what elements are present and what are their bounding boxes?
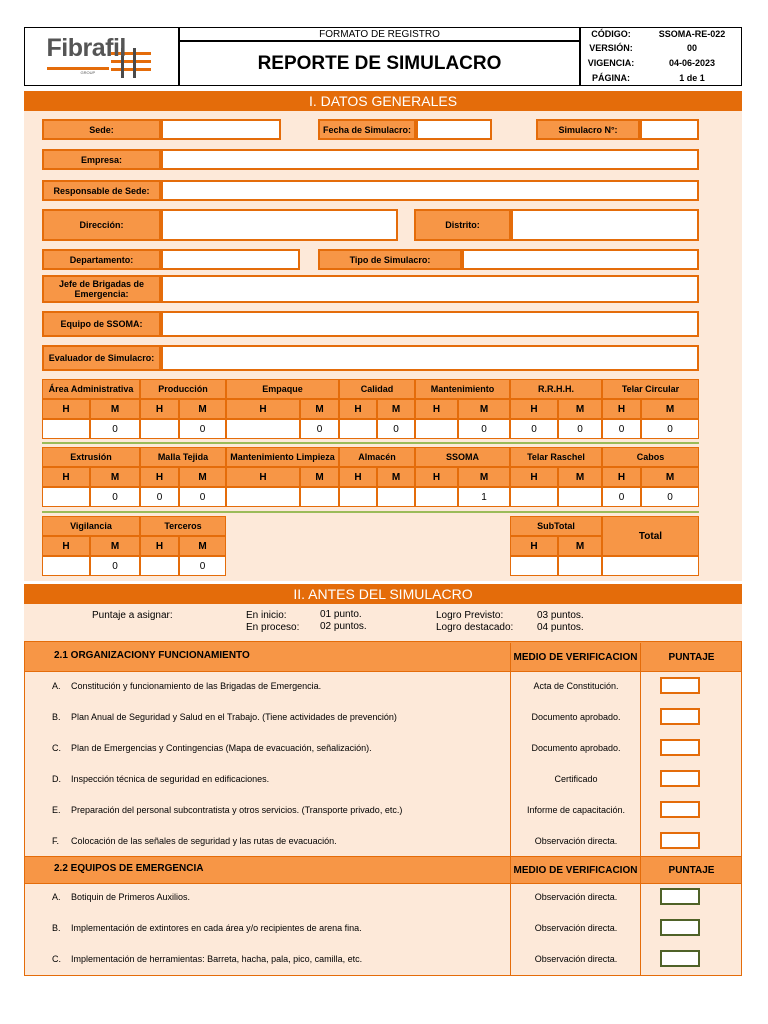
sec2-col-rule-2 — [640, 672, 641, 856]
area-h-value[interactable]: 0 — [140, 487, 179, 507]
area-h-header: H — [602, 467, 641, 487]
area-h-value[interactable] — [42, 419, 90, 439]
area-h-header: H — [42, 399, 90, 419]
area-name: Mantenimiento Limpieza — [226, 447, 339, 467]
area-m-value[interactable]: 0 — [377, 419, 415, 439]
item-letter: B. — [52, 923, 61, 933]
puntaje-input[interactable] — [660, 919, 700, 936]
sec2-bottom-rule — [24, 975, 742, 976]
item-letter: D. — [52, 774, 61, 784]
area-h-header: H — [226, 467, 300, 487]
item-medio: Observación directa. — [534, 954, 618, 964]
sec2-left-rule — [24, 641, 25, 976]
area-name: Cabos — [602, 447, 699, 467]
area-name: Calidad — [339, 379, 415, 399]
area-h-value[interactable] — [339, 487, 377, 507]
item-medio: Observación directa. — [534, 923, 618, 933]
area-name: Empaque — [226, 379, 339, 399]
checklist-item — [24, 671, 742, 702]
area-m-header: M — [90, 467, 140, 487]
area-m-header: M — [558, 467, 602, 487]
area-m-value[interactable] — [300, 487, 339, 507]
area-m-value[interactable]: 0 — [641, 419, 699, 439]
section1-title: I. DATOS GENERALES — [24, 91, 742, 111]
area-m-value[interactable]: 0 — [90, 487, 140, 507]
area-h-header: H — [602, 399, 641, 419]
area-m-header: M — [90, 399, 140, 419]
numero-input[interactable] — [640, 119, 699, 140]
area-h-value[interactable] — [140, 419, 179, 439]
score-value-previsto: 03 puntos. — [537, 610, 584, 621]
section2-title: II. ANTES DEL SIMULACRO — [24, 584, 742, 604]
departamento-label: Departamento: — [42, 249, 161, 270]
row-separator — [42, 442, 699, 444]
fecha-input[interactable] — [416, 119, 492, 140]
area-m-header: M — [458, 399, 510, 419]
area-m-header: M — [377, 399, 415, 419]
sub2-puntaje-header: PUNTAJE — [640, 857, 742, 883]
area-h-header: H — [339, 399, 377, 419]
area-h-header: H — [339, 467, 377, 487]
item-letter: A. — [52, 681, 61, 691]
sede-input[interactable] — [161, 119, 281, 140]
meta-label: CÓDIGO: — [591, 29, 631, 39]
checklist-item — [24, 764, 742, 795]
item-medio: Informe de capacitación. — [526, 805, 626, 815]
area-name: Mantenimiento — [415, 379, 510, 399]
area-h-header: H — [510, 399, 558, 419]
item-text: Plan Anual de Seguridad y Salud en el Trabajo. (Tiene actividades de prevención) — [71, 712, 397, 722]
item-text: Inspección técnica de seguridad en edificaciones. — [71, 774, 270, 784]
sede-label: Sede: — [42, 119, 161, 140]
area-m-header: M — [300, 467, 339, 487]
numero-label: Simulacro N°: — [536, 119, 640, 140]
subtotal-h-header: H — [510, 536, 558, 556]
meta-label: PÁGINA: — [592, 73, 630, 83]
area-h-value[interactable] — [42, 556, 90, 576]
area-m-header: M — [458, 467, 510, 487]
logo-sub: GROUP — [80, 69, 96, 75]
tipo-input[interactable] — [462, 249, 699, 270]
sec2-col-rule-1 — [510, 672, 511, 856]
score-label-inicio: En inicio: — [246, 610, 287, 621]
puntaje-input[interactable] — [660, 832, 700, 849]
item-text: Colocación de las señales de seguridad y las rutas de evacuación. — [71, 836, 337, 846]
item-letter: F. — [52, 836, 60, 846]
area-h-value[interactable] — [339, 419, 377, 439]
area-h-value[interactable] — [415, 487, 458, 507]
meta-label: VERSIÓN: — [589, 43, 633, 53]
subtotal-m-value[interactable] — [558, 556, 602, 576]
area-m-value[interactable] — [377, 487, 415, 507]
area-h-header: H — [140, 399, 179, 419]
sec2-col-rule-4 — [640, 884, 641, 976]
format-label: FORMATO DE REGISTRO — [179, 27, 580, 41]
item-text: Botiquin de Primeros Auxilios. — [71, 892, 191, 902]
area-name: Almacén — [339, 447, 415, 467]
area-m-header: M — [377, 467, 415, 487]
item-medio: Observación directa. — [534, 892, 618, 902]
checklist-item — [24, 795, 742, 826]
area-h-value[interactable] — [140, 556, 179, 576]
evaluador-label: Evaluador de Simulacro: — [42, 345, 161, 371]
meta-value: 04-06-2023 — [668, 57, 716, 68]
score-value-proceso: 02 puntos. — [320, 621, 367, 632]
area-h-value[interactable] — [226, 419, 300, 439]
item-letter: C. — [52, 743, 61, 753]
area-h-value[interactable]: 0 — [510, 419, 558, 439]
checklist-item — [24, 944, 742, 975]
area-m-value[interactable]: 1 — [458, 487, 510, 507]
area-h-value[interactable] — [510, 487, 558, 507]
distrito-input[interactable] — [511, 209, 699, 241]
checklist-item — [24, 882, 742, 913]
departamento-input[interactable] — [161, 249, 300, 270]
area-m-header: M — [558, 399, 602, 419]
area-m-header: M — [300, 399, 339, 419]
puntaje-input[interactable] — [660, 739, 700, 756]
area-name: R.R.H.H. — [510, 379, 602, 399]
logo-cell — [24, 27, 179, 86]
area-h-header: H — [42, 536, 90, 556]
area-h-value[interactable] — [226, 487, 300, 507]
area-h-header: H — [140, 467, 179, 487]
area-m-header: M — [641, 399, 699, 419]
area-name: Telar Raschel — [510, 447, 602, 467]
score-label-previsto: Logro Previsto: — [436, 610, 504, 621]
score-label-destacado: Logro destacado: — [436, 622, 514, 633]
puntaje-input[interactable] — [660, 950, 700, 967]
row-separator — [42, 511, 699, 513]
sub1-medio-header: MEDIO DE VERIFICACION — [510, 643, 640, 671]
item-text: Constitución y funcionamiento de las Brigadas de Emergencia. — [71, 681, 322, 691]
area-m-value[interactable]: 0 — [300, 419, 339, 439]
area-m-value[interactable]: 0 — [179, 556, 226, 576]
area-m-value[interactable] — [558, 487, 602, 507]
puntaje-input[interactable] — [660, 770, 700, 787]
direccion-input[interactable] — [161, 209, 398, 241]
tipo-label: Tipo de Simulacro: — [318, 249, 462, 270]
area-m-value[interactable]: 0 — [179, 419, 226, 439]
logo-underline — [47, 67, 109, 70]
area-m-value[interactable]: 0 — [641, 487, 699, 507]
area-h-value[interactable]: 0 — [602, 487, 641, 507]
item-medio: Documento aprobado. — [531, 743, 621, 753]
empresa-input[interactable] — [161, 149, 699, 170]
area-h-value[interactable] — [415, 419, 458, 439]
item-letter: B. — [52, 712, 61, 722]
sub2-medio-header: MEDIO DE VERIFICACION — [510, 857, 640, 883]
sub2-title: 2.2 EQUIPOS DE EMERGENCIA — [54, 863, 204, 874]
area-m-value[interactable]: 0 — [458, 419, 510, 439]
puntaje-input[interactable] — [660, 677, 700, 694]
page-title: REPORTE DE SIMULACRO — [179, 41, 580, 86]
area-h-header: H — [415, 467, 458, 487]
checklist-item — [24, 702, 742, 733]
area-m-header: M — [641, 467, 699, 487]
checklist-item — [24, 826, 742, 857]
equipo-input[interactable] — [161, 311, 699, 337]
item-letter: E. — [52, 805, 61, 815]
item-text: Preparación del personal subcontratista y otros servicios. (Transporte privado, etc.) — [71, 805, 403, 815]
area-name: Área Administrativa — [42, 379, 140, 399]
responsable-input[interactable] — [161, 180, 699, 201]
jefe-input[interactable] — [161, 275, 699, 303]
total-label: Total — [602, 516, 699, 556]
jefe-label: Jefe de Brigadas de Emergencia: — [42, 275, 161, 303]
responsable-label: Responsable de Sede: — [42, 180, 161, 201]
meta-label: VIGENCIA: — [587, 57, 635, 68]
area-h-value[interactable] — [42, 487, 90, 507]
area-h-header: H — [415, 399, 458, 419]
item-medio: Acta de Constitución. — [533, 681, 619, 691]
area-name: SSOMA — [415, 447, 510, 467]
meta-value: 00 — [686, 43, 697, 53]
checklist-item — [24, 913, 742, 944]
fecha-label: Fecha de Simulacro: — [318, 119, 416, 140]
subtotal-h-value[interactable] — [510, 556, 558, 576]
area-name: Malla Tejida — [140, 447, 226, 467]
area-name: Producción — [140, 379, 226, 399]
area-h-header: H — [140, 536, 179, 556]
area-name: Extrusión — [42, 447, 140, 467]
area-m-header: M — [179, 467, 226, 487]
area-m-header: M — [90, 536, 140, 556]
score-value-destacado: 04 puntos. — [537, 622, 584, 633]
area-m-value[interactable]: 0 — [558, 419, 602, 439]
item-letter: C. — [52, 954, 61, 964]
subtotal-label: SubTotal — [510, 516, 602, 536]
item-text: Implementación de herramientas: Barreta, hacha, pala, pico, camilla, etc. — [71, 954, 363, 964]
area-m-value[interactable]: 0 — [90, 419, 140, 439]
area-name: Telar Circular — [602, 379, 699, 399]
logo-text: Fibrafil — [46, 33, 126, 62]
empresa-label: Empresa: — [42, 149, 161, 170]
area-h-header: H — [226, 399, 300, 419]
total-value[interactable] — [602, 556, 699, 576]
distrito-label: Distrito: — [414, 209, 511, 241]
puntaje-input[interactable] — [660, 708, 700, 725]
meta-value: SSOMA-RE-022 — [658, 29, 726, 39]
area-h-header: H — [510, 467, 558, 487]
puntaje-label: Puntaje a asignar: — [92, 610, 173, 621]
score-label-proceso: En proceso: — [246, 622, 300, 633]
evaluador-input[interactable] — [161, 345, 699, 371]
fibrafil-logo — [47, 34, 157, 80]
area-name: Terceros — [140, 516, 226, 536]
score-value-inicio: 01 punto. — [320, 609, 362, 620]
area-h-value[interactable]: 0 — [602, 419, 641, 439]
meta-value: 1 de 1 — [679, 73, 705, 83]
direccion-label: Dirección: — [42, 209, 161, 241]
item-text: Implementación de extintores en cada área y/o recipientes de arena fina. — [71, 923, 362, 933]
subtotal-m-header: M — [558, 536, 602, 556]
item-letter: A. — [52, 892, 61, 902]
puntaje-input[interactable] — [660, 888, 700, 905]
area-m-header: M — [179, 399, 226, 419]
area-m-header: M — [179, 536, 226, 556]
sec2-right-rule — [741, 641, 742, 976]
item-medio: Certificado — [554, 774, 598, 784]
equipo-label: Equipo de SSOMA: — [42, 311, 161, 337]
item-text: Plan de Emergencias y Contingencias (Mapa de evacuación, señalización). — [71, 743, 372, 753]
puntaje-input[interactable] — [660, 801, 700, 818]
sub1-puntaje-header: PUNTAJE — [640, 643, 742, 671]
checklist-item — [24, 733, 742, 764]
item-medio: Observación directa. — [534, 836, 618, 846]
area-m-value[interactable]: 0 — [90, 556, 140, 576]
item-medio: Documento aprobado. — [531, 712, 621, 722]
area-m-value[interactable]: 0 — [179, 487, 226, 507]
sec2-col-rule-3 — [510, 884, 511, 976]
area-h-header: H — [42, 467, 90, 487]
area-name: Vigilancia — [42, 516, 140, 536]
sub1-title: 2.1 ORGANIZACIONY FUNCIONAMIENTO — [54, 650, 250, 661]
